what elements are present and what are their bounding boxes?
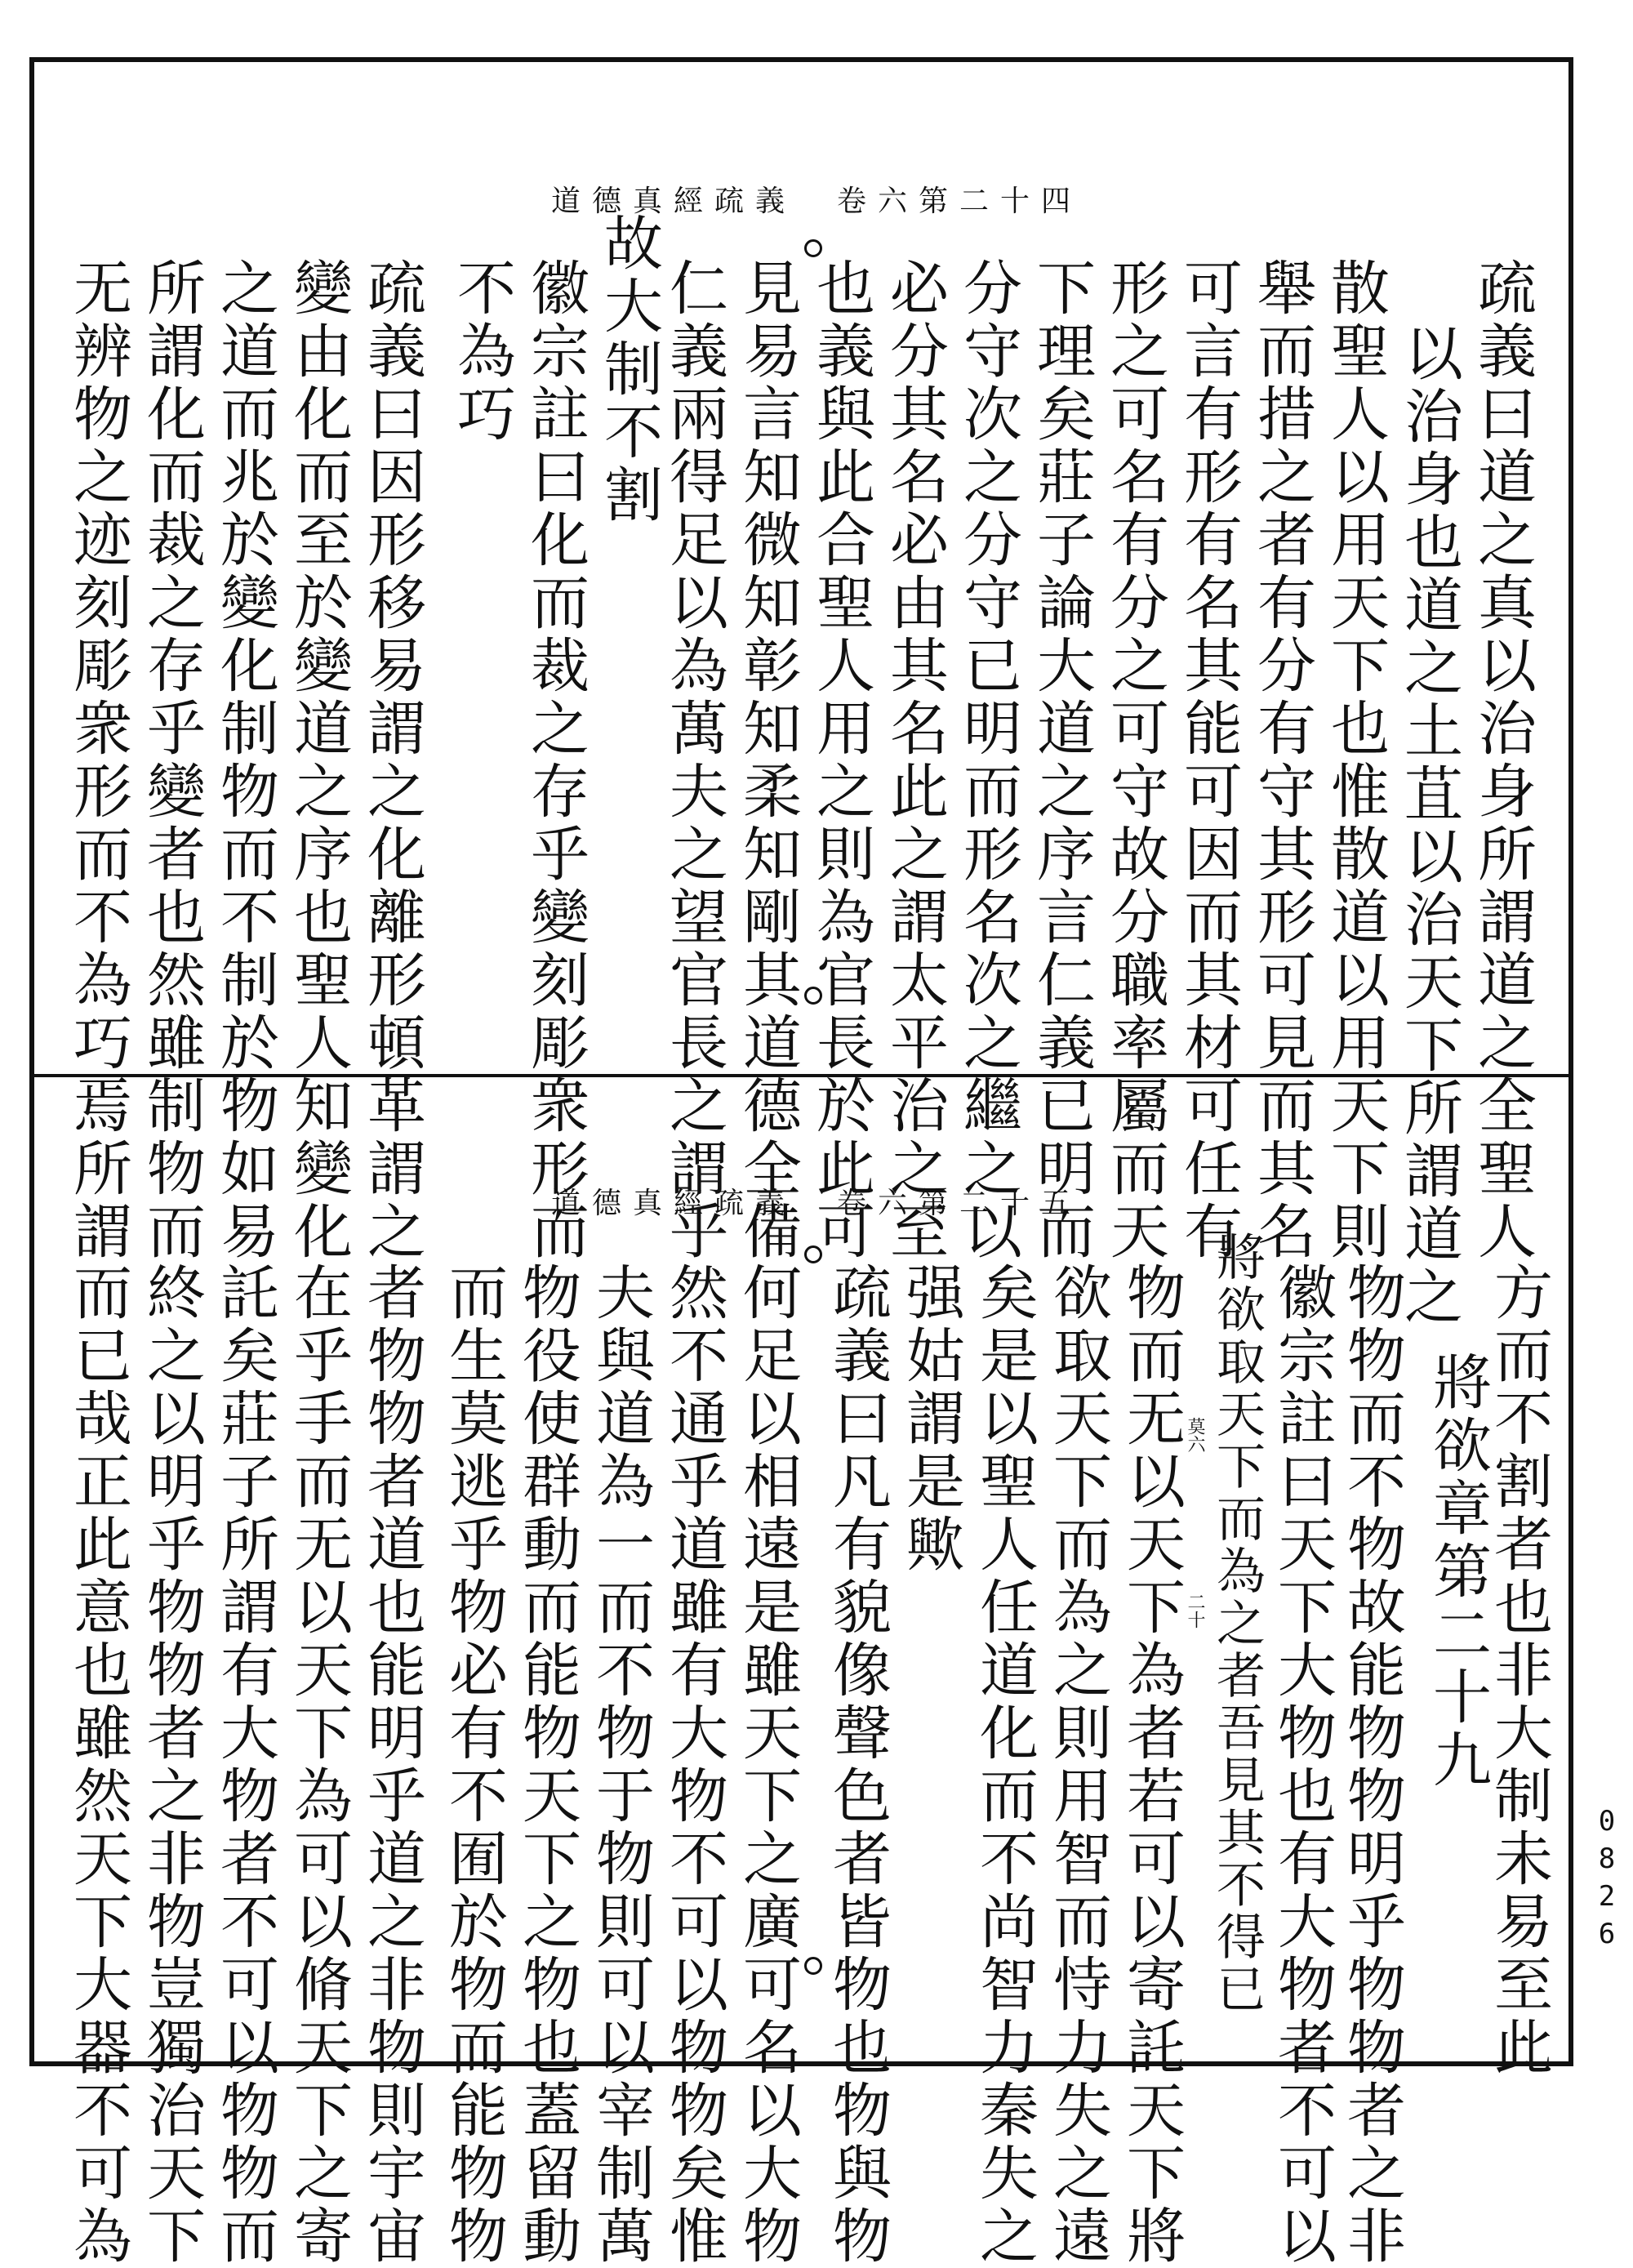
bottom-panel-header: 道德真經疏義 卷六第二十五 — [550, 1187, 1082, 1220]
bottom-column-15: 而生莫逃乎物必有不囿於物而能物物 — [439, 1262, 508, 2268]
circle-mark — [804, 987, 822, 1005]
bottom-column-11: 何足以相遠是雖天下之廣可名以大物 — [733, 1262, 802, 2268]
circle-mark — [804, 239, 822, 257]
top-panel-header: 道德真經疏義 卷六第二十四 — [550, 185, 1082, 218]
top-column-9: 必分其名必由其名此之謂太平治之至 — [880, 257, 949, 1263]
bottom-column-12: 然不通乎道雖有大物不可以物物矣惟 — [660, 1262, 728, 2268]
top-column-8: 分守次之分守已明而形名次之繼之以 — [954, 257, 1022, 1263]
bottom-column-14: 物役使群動而能物天下之物也蓋留動 — [513, 1262, 581, 2268]
bottom-column-19: 終之以明乎物物者之非物豈獨治天下 — [137, 1262, 206, 2268]
top-column-6: 形之可名有分之可守故分職率屬而天 — [1101, 257, 1169, 1263]
top-column-10: 也義與此合聖人用之則為官長於此可 — [807, 257, 875, 1263]
bottom-column-6: 物而无以天下為者若可以寄託天下將 — [1117, 1262, 1186, 2268]
top-column-13: 故大制不割 — [594, 212, 663, 527]
top-column-11: 見易言知微知彰知柔知剛其道德全備 — [733, 257, 802, 1263]
marginal-note: 莫六 — [1185, 1417, 1205, 1453]
circle-mark — [804, 1957, 822, 1975]
top-column-1: 疏義曰道之真以治身所謂道之全聖人 — [1468, 257, 1537, 1263]
bottom-column-10: 疏義曰凡有貌像聲色者皆物也物與物 — [823, 1262, 892, 2268]
marginal-note: 二十 — [1185, 1593, 1205, 1629]
bottom-column-13: 夫與道為一而不物于物則可以宰制萬 — [586, 1262, 655, 2268]
top-column-14: 徽宗註曰化而裁之存乎變刻彫衆形而 — [521, 257, 590, 1263]
top-column-19: 所謂化而裁之存乎變者也然雖制物而 — [137, 257, 206, 1263]
top-column-4: 舉而措之者有分有守其形可見而其名 — [1248, 257, 1316, 1263]
bottom-column-9: 强姑謂是歟 — [897, 1262, 965, 1576]
bottom-column-17: 在乎手而无以天下為可以脩天下之寄 — [284, 1262, 353, 2268]
top-column-17: 變由化而至於變道之序也聖人知變化 — [284, 257, 353, 1263]
bottom-column-18: 託矣莊子所謂有大物者不可以物物而 — [211, 1262, 279, 2268]
bottom-column-20: 而已哉正此意也雖然天下大器不可為 — [64, 1262, 132, 2268]
top-column-12: 仁義兩得足以為萬夫之望官長之謂乎 — [660, 257, 728, 1263]
page-number: 0826 — [1591, 1805, 1623, 1955]
circle-mark — [804, 1245, 822, 1263]
bottom-column-2: 將欲章第二十九 — [1423, 1352, 1492, 1792]
top-column-20: 无辨物之迹刻彫衆形而不為巧焉所謂 — [64, 257, 132, 1263]
top-column-16: 疏義曰因形移易謂之化離形頓革謂之 — [358, 257, 426, 1263]
top-column-2: 以治身也道之土苴以治天下所謂道之 — [1395, 323, 1463, 1329]
bottom-column-7: 欲取天下而為之則用智而恃力失之遠 — [1043, 1262, 1112, 2268]
bottom-column-3: 物物而不物故能物物明乎物物者之非 — [1337, 1262, 1406, 2268]
top-column-7: 下理矣莊子論大道之序言仁義已明而 — [1027, 257, 1096, 1263]
bottom-column-8: 矣是以聖人任道化而不尚智力秦失之 — [970, 1262, 1039, 2268]
top-column-18: 之道而兆於變化制物而不制於物如易 — [211, 257, 279, 1263]
bottom-column-16: 者物物者道也能明乎道之非物則宇宙 — [358, 1262, 426, 2268]
bottom-column-4: 徽宗註曰天下大物也有大物者不可以 — [1268, 1262, 1337, 2268]
top-column-15: 不為巧 — [447, 257, 516, 446]
top-column-3: 散聖人以用天下也惟散道以用天下則 — [1321, 257, 1390, 1263]
bottom-column-5: 將欲取天下而為之者吾見其不得已 — [1208, 1232, 1266, 2016]
bottom-column-1: 方而不割者也非大制未易至此 — [1484, 1262, 1553, 2079]
top-column-5: 可言有形有名其能可因而其材可任有 — [1174, 257, 1243, 1263]
